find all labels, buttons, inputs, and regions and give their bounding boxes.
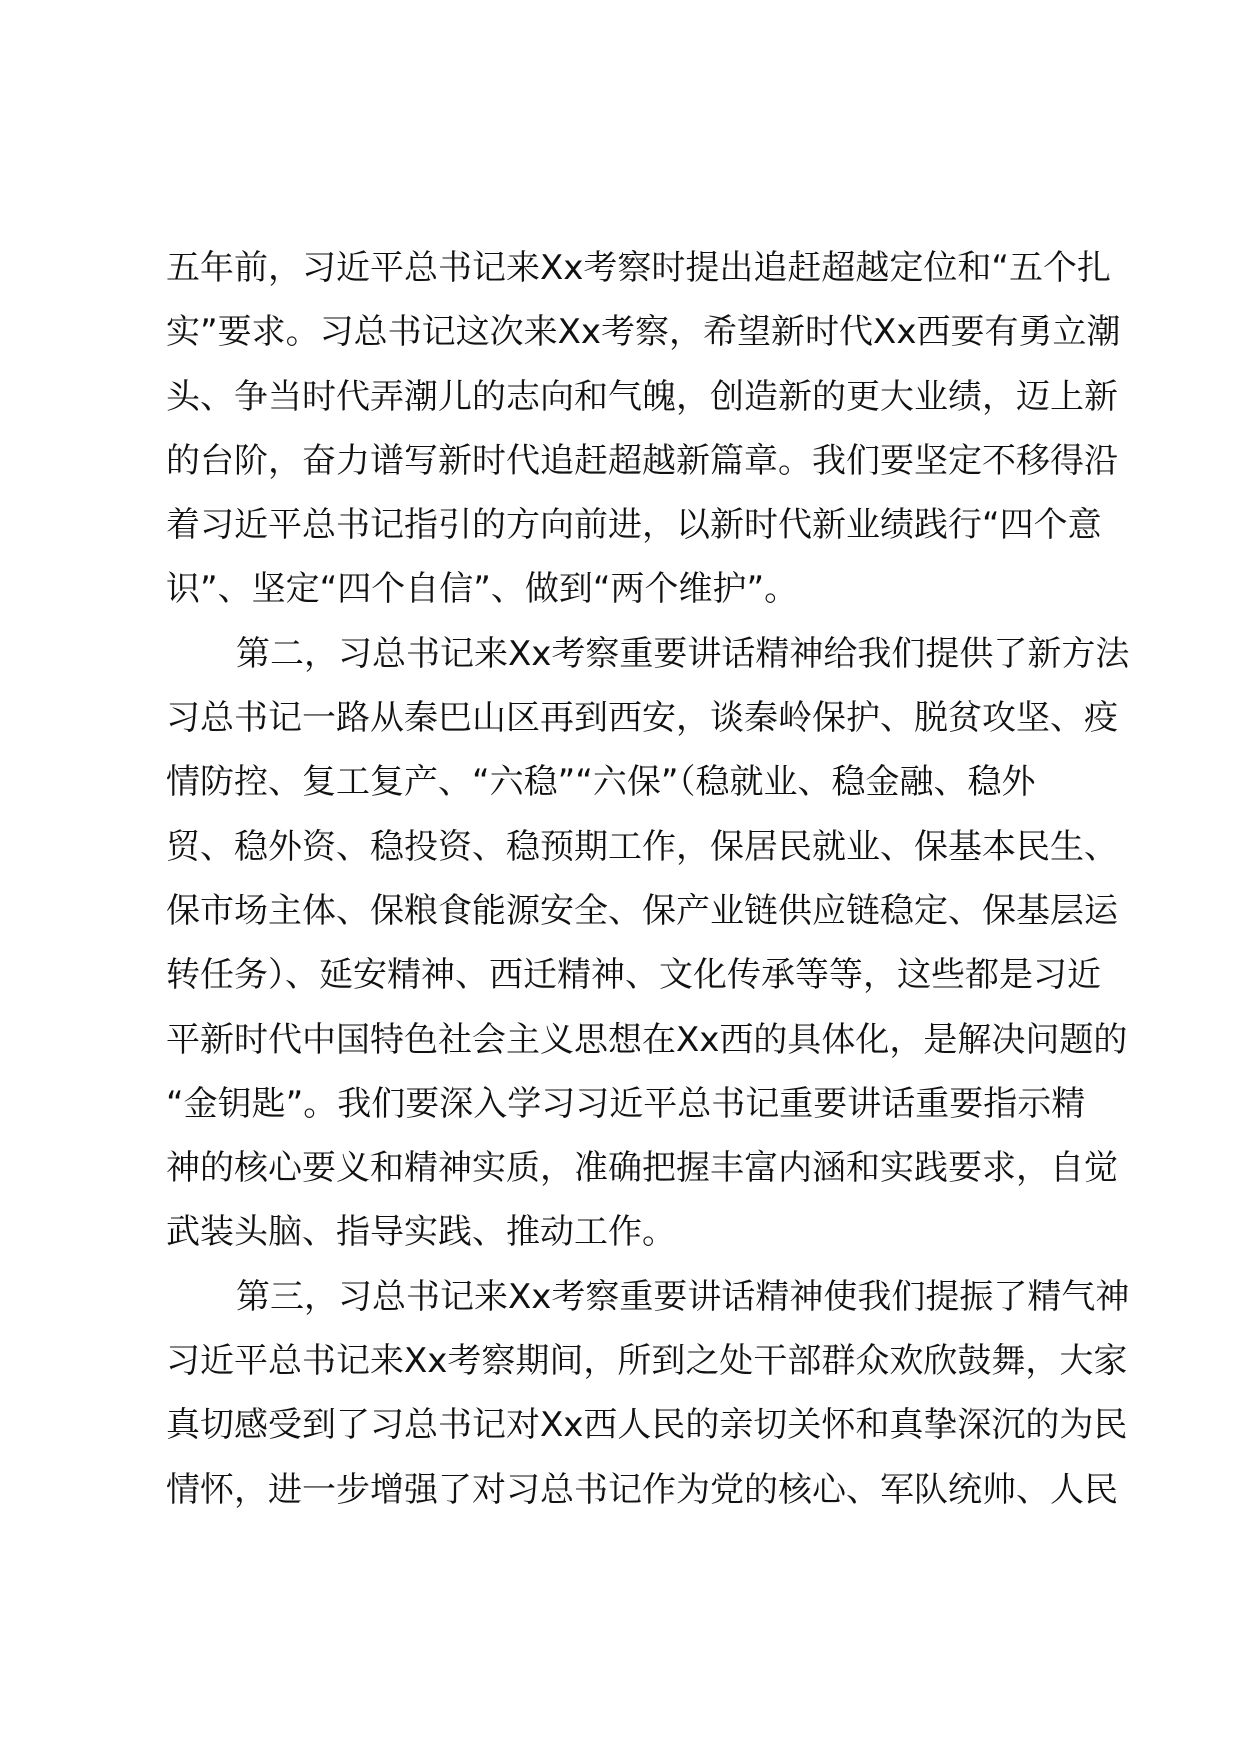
- text-line: 着习近平总书记指引的方向前进，以新时代新业绩践行“四个意: [166, 505, 1102, 546]
- text-line: 五年前，习近平总书记来Xx考察时提出追赶超越定位和“五个扎: [166, 248, 1112, 288]
- text-line: 识”、坚定“四个自信”、做到“两个维护”。: [166, 569, 799, 610]
- text-line: 武装头脑、指导实践、推动工作。: [166, 1212, 676, 1253]
- text-line: 实”要求。习总书记这次来Xx考察，希望新时代Xx西要有勇立潮: [166, 312, 1121, 353]
- text-line: 转任务）、延安精神、西迁精神、文化传承等等，这些都是习近: [166, 955, 1101, 996]
- text-line: 情防控、复工复产、“六稳”“六保”（稳就业、稳金融、稳外: [166, 762, 1036, 803]
- text-line: 习总书记一路从秦巴山区再到西安，谈秦岭保护、脱贫攻坚、疫: [166, 698, 1118, 739]
- text-line: 头、争当时代弄潮儿的志向和气魄，创造新的更大业绩，迈上新: [166, 376, 1118, 417]
- text-line: 贸、稳外资、稳投资、稳预期工作，保居民就业、保基本民生、: [166, 826, 1118, 867]
- section-heading-second: 第二，习总书记来Xx考察重要讲话精神给我们提供了新方法: [236, 633, 1130, 674]
- text-line: 情怀，进一步增强了对习总书记作为党的核心、军队统帅、人民: [166, 1469, 1118, 1510]
- text-line: 平新时代中国特色社会主义思想在Xx西的具体化，是解决问题的: [166, 1019, 1128, 1060]
- text-line: 真切感受到了习总书记对Xx西人民的亲切关怀和真挚深沉的为民: [166, 1405, 1128, 1446]
- text-line: “金钥匙”。我们要深入学习习近平总书记重要讲话重要指示精: [166, 1083, 1086, 1124]
- section-heading-third: 第三，习总书记来Xx考察重要讲话精神使我们提振了精气神: [236, 1276, 1130, 1317]
- body-text: [166, 236, 1130, 1522]
- text-line: 保市场主体、保粮食能源安全、保产业链供应链稳定、保基层运: [166, 890, 1118, 931]
- text-line: 习近平总书记来Xx考察期间，所到之处干部群众欢欣鼓舞，大家: [166, 1341, 1128, 1382]
- text-line: 的台阶，奋力谱写新时代追赶超越新篇章。我们要坚定不移得沿: [166, 440, 1118, 481]
- text-line: 神的核心要义和精神实质，准确把握丰富内涵和实践要求，自觉: [166, 1148, 1118, 1189]
